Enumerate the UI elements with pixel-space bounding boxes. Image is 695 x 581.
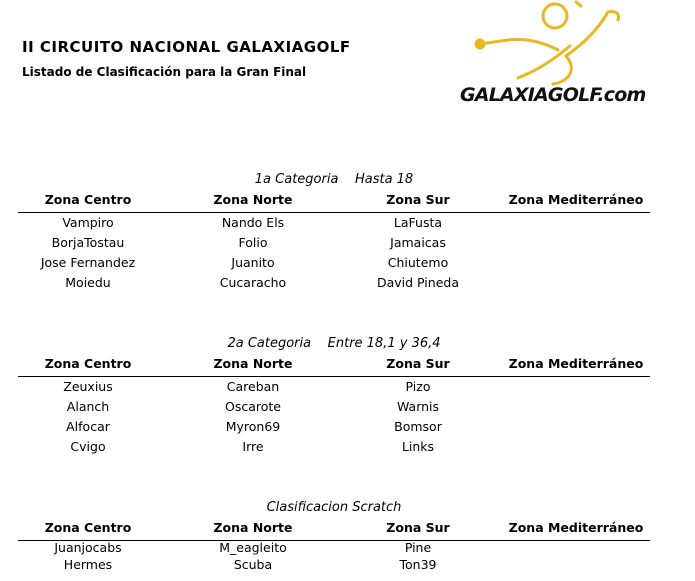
player-cell: Hermes [63,557,113,572]
category-title: 2a Categoria Entre 18,1 y 36,4 [227,336,441,351]
table-row [18,235,650,255]
col-header-mediterraneo: Zona Mediterráneo [508,520,644,535]
player-cell: LaFusta [393,215,443,230]
category-title: 1a Categoria Hasta 18 [254,172,414,187]
column-headers [18,520,650,541]
col-header-centro: Zona Centro [44,356,132,371]
player-cell: Scuba [233,557,273,572]
player-cell: Alfocar [66,419,110,434]
page-title: II CIRCUITO NACIONAL GALAXIAGOLF [22,38,351,56]
player-cell: Vampiro [62,215,114,230]
column-headers [18,356,650,377]
player-cell: Cucaracho [219,275,287,290]
table-row [18,215,650,235]
player-cell: Folio [238,235,268,250]
player-cell: Moiedu [65,275,111,290]
player-cell: Myron69 [225,419,281,434]
table-row [18,439,650,459]
player-cell: Cvigo [70,439,106,454]
player-cell: Juanito [231,255,275,270]
galaxiagolf-logo [458,0,663,110]
player-cell: Careban [226,379,280,394]
player-cell: BorjaTostau [51,235,125,250]
col-header-norte: Zona Norte [213,520,293,535]
col-header-sur: Zona Sur [386,356,450,371]
player-cell: Pizo [405,379,431,394]
player-cell: Chiutemo [387,255,449,270]
col-header-sur: Zona Sur [386,520,450,535]
table-row [18,399,650,419]
table-row [18,275,650,295]
player-cell: Jamaicas [390,235,446,250]
col-header-norte: Zona Norte [213,192,293,207]
player-cell: Warnis [396,399,440,414]
player-cell: Irre [242,439,264,454]
player-cell: Oscarote [225,399,281,414]
table-row [18,419,650,439]
category-title: Clasificacion Scratch [266,500,402,515]
col-header-mediterraneo: Zona Mediterráneo [508,192,644,207]
player-cell: Nando Els [221,215,285,230]
player-cell: David Pineda [376,275,459,290]
col-header-mediterraneo: Zona Mediterráneo [508,356,644,371]
player-cell: Bomsor [394,419,442,434]
page-subtitle: Listado de Clasificación para la Gran Final [22,65,307,79]
golfer-icon [458,0,663,90]
logo-wordmark: GALAXIAGOLF.com [460,84,646,106]
player-cell: Ton39 [399,557,437,572]
player-cell: Pine [404,540,432,555]
column-headers [18,192,650,213]
player-cell: M_eagleito [219,540,287,555]
player-cell: Juanjocabs [54,540,122,555]
player-cell: Jose Fernandez [40,255,136,270]
table-row [18,255,650,275]
player-cell: Zeuxius [63,379,113,394]
player-cell: Alanch [66,399,110,414]
col-header-centro: Zona Centro [44,520,132,535]
player-cell: Links [401,439,435,454]
table-row [18,379,650,399]
col-header-sur: Zona Sur [386,192,450,207]
col-header-centro: Zona Centro [44,192,132,207]
table-row [18,557,650,577]
col-header-norte: Zona Norte [213,356,293,371]
